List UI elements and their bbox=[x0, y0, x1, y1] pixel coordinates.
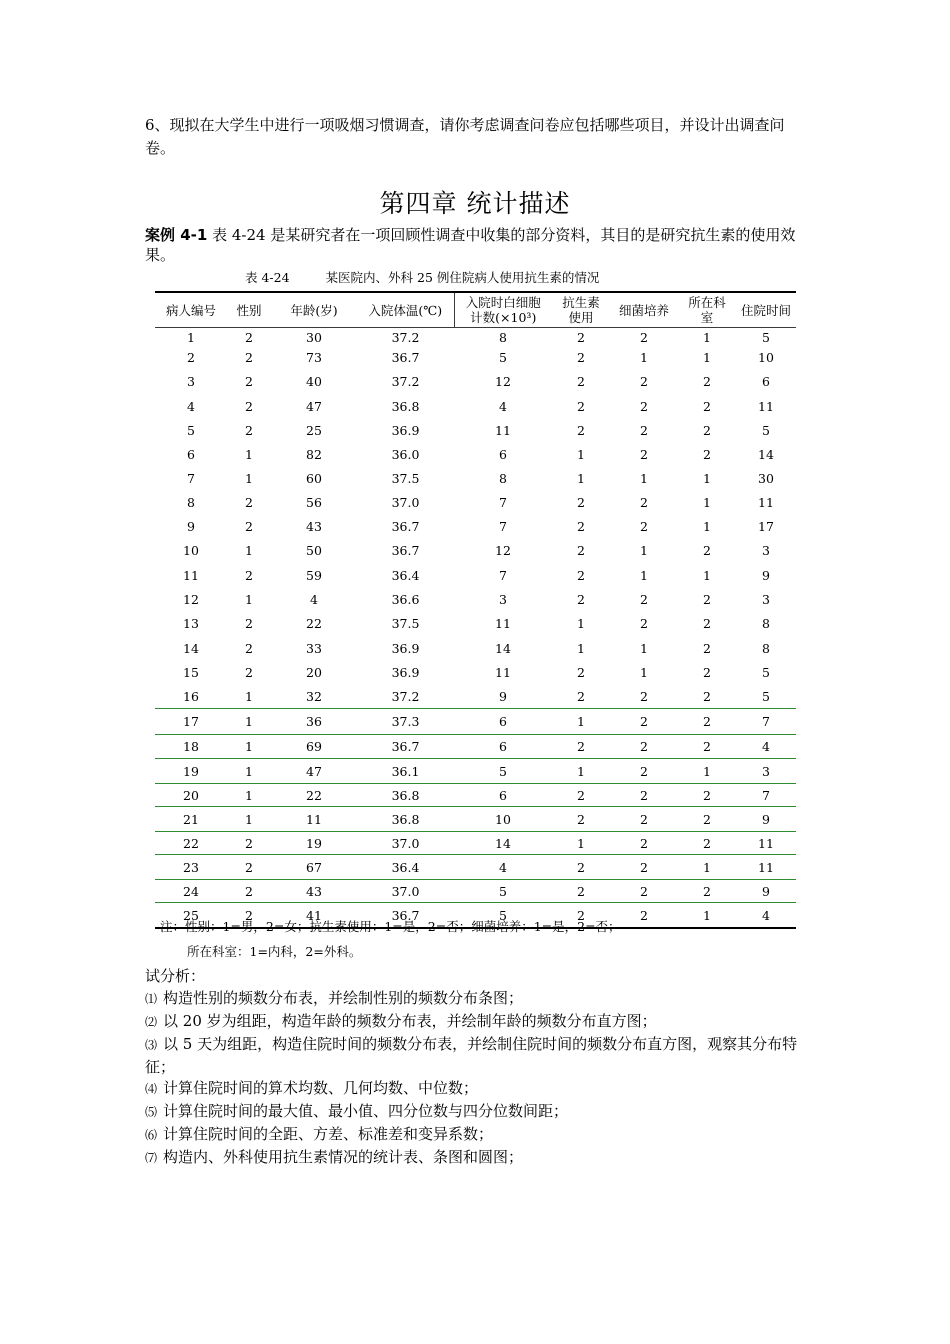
analysis-item bbox=[145, 1033, 810, 1078]
table-cell: 10 bbox=[454, 807, 552, 832]
table-cell: 56 bbox=[306, 494, 322, 510]
table-cell: 2 bbox=[703, 422, 711, 438]
table-cell: 2 bbox=[245, 373, 253, 389]
table-row bbox=[155, 832, 796, 855]
table-cell: 5 bbox=[762, 422, 770, 438]
table-cell: 2 bbox=[610, 735, 678, 759]
table-cell: 2 bbox=[640, 422, 648, 438]
table-cell: 2 bbox=[552, 735, 610, 759]
table-cell: 37.5 bbox=[391, 616, 420, 631]
table-cell: 20 bbox=[306, 664, 322, 680]
table-cell: 8 bbox=[499, 470, 507, 486]
table-cell: 1 bbox=[577, 446, 585, 462]
table-cell: 60 bbox=[306, 470, 322, 486]
analysis-item bbox=[145, 1010, 810, 1033]
table-row bbox=[155, 660, 796, 684]
table-cell: 2 bbox=[577, 398, 585, 414]
analysis-heading: 试分析： bbox=[145, 967, 206, 985]
table-cell: 5 bbox=[736, 328, 796, 347]
analysis-item-number: ⑹ bbox=[145, 1128, 158, 1142]
table-cell: 2 bbox=[227, 328, 271, 347]
table-cell: 43 bbox=[271, 880, 357, 903]
table-cell: 11 bbox=[495, 422, 511, 438]
table-cell: 1 bbox=[577, 470, 585, 486]
analysis-item-text: 以 5 天为组距，构造住院时间的频数分布表，并绘制住院时间的频数分布直方图，观察其分布特征； bbox=[145, 1035, 798, 1076]
analysis-item-text: 计算住院时间的全距、方差、标准差和变异系数； bbox=[163, 1125, 494, 1143]
table-cell: 1 bbox=[703, 494, 711, 510]
table-cell: 7 bbox=[499, 518, 507, 534]
table-cell: 11 bbox=[758, 398, 774, 414]
analysis-item-number: ⑶ bbox=[145, 1038, 158, 1052]
analysis-item-text: 构造内、外科使用抗生素情况的统计表、条图和圆图； bbox=[163, 1148, 524, 1166]
table-cell: 16 bbox=[183, 688, 199, 704]
table-cell: 1 bbox=[678, 855, 736, 880]
table-body bbox=[155, 328, 796, 929]
header-wbc-line1: 入院时白细胞 bbox=[465, 295, 541, 310]
table-cell: 4 bbox=[454, 855, 552, 880]
table-row bbox=[155, 636, 796, 660]
table-row bbox=[155, 684, 796, 709]
table-cell: 14 bbox=[758, 446, 774, 462]
table-cell: 5 bbox=[454, 880, 552, 903]
table-cell: 7 bbox=[187, 470, 195, 486]
table-cell: 9 bbox=[736, 807, 796, 832]
table-row bbox=[155, 538, 796, 563]
table-cell: 2 bbox=[610, 880, 678, 903]
header-antibiotic-line2: 使用 bbox=[568, 310, 594, 325]
table-cell: 5 bbox=[454, 903, 552, 929]
question-6: 6、现拟在大学生中进行一项吸烟习惯调查，请你考虑调查问卷应包括哪些项目，并设计出调查问卷。 bbox=[145, 116, 785, 157]
table-cell: 1 bbox=[155, 328, 227, 347]
table-cell: 1 bbox=[703, 470, 711, 486]
table-row bbox=[155, 807, 796, 832]
table-row bbox=[155, 587, 796, 611]
table-cell: 9 bbox=[736, 880, 796, 903]
table-cell: 21 bbox=[155, 807, 227, 832]
analysis-item-number: ⑺ bbox=[145, 1151, 158, 1165]
table-cell: 6 bbox=[187, 446, 195, 462]
table-cell: 2 bbox=[640, 688, 648, 704]
table-cell: 19 bbox=[271, 832, 357, 855]
table-row bbox=[155, 855, 796, 880]
table-cell: 9 bbox=[187, 518, 195, 534]
table-row bbox=[155, 418, 796, 442]
table-cell: 2 bbox=[640, 494, 648, 510]
table-cell: 2 bbox=[577, 664, 585, 680]
table-cell: 33 bbox=[306, 640, 322, 656]
table-cell: 14 bbox=[454, 832, 552, 855]
table-cell: 5 bbox=[762, 688, 770, 704]
table-cell: 12 bbox=[495, 373, 511, 389]
table-cell: 37.0 bbox=[357, 832, 454, 855]
table-cell: 11 bbox=[758, 494, 774, 510]
table-cell: 3 bbox=[762, 543, 770, 558]
table-cell: 2 bbox=[678, 880, 736, 903]
table-cell: 5 bbox=[762, 664, 770, 680]
table-cell: 47 bbox=[306, 398, 322, 414]
table-row bbox=[155, 880, 796, 903]
table-cell: 9 bbox=[499, 688, 507, 704]
table-cell: 2 bbox=[610, 903, 678, 929]
table-cell: 2 bbox=[227, 880, 271, 903]
table-row bbox=[155, 328, 796, 347]
table-cell: 2 bbox=[703, 446, 711, 462]
table-row bbox=[155, 611, 796, 636]
table-cell: 1 bbox=[577, 640, 585, 656]
table-cell: 2 bbox=[610, 709, 678, 735]
table-cell: 36.1 bbox=[357, 759, 454, 784]
table-cell: 1 bbox=[678, 759, 736, 784]
header-antibiotic-line1: 抗生素 bbox=[562, 295, 600, 310]
table-cell: 8 bbox=[454, 328, 552, 347]
chapter-title: 第四章 统计描述 bbox=[379, 189, 571, 218]
table-cell: 17 bbox=[155, 709, 227, 735]
table-cell: 2 bbox=[610, 759, 678, 784]
table-cell: 2 bbox=[703, 616, 711, 631]
table-cell: 14 bbox=[183, 640, 199, 656]
analysis-item-text: 构造性别的频数分布表，并绘制性别的频数分布条图； bbox=[163, 989, 524, 1007]
table-cell: 4 bbox=[187, 398, 195, 414]
table-cell: 3 bbox=[762, 591, 770, 607]
table-cell: 2 bbox=[678, 709, 736, 735]
table-cell: 7 bbox=[499, 494, 507, 510]
header-department-line1: 所在科 bbox=[688, 295, 726, 310]
table-cell: 12 bbox=[495, 543, 511, 558]
table-cell: 11 bbox=[495, 616, 511, 631]
table-cell: 82 bbox=[306, 446, 322, 462]
table-cell: 1 bbox=[703, 518, 711, 534]
table-row bbox=[155, 759, 796, 784]
table-cell: 11 bbox=[495, 664, 511, 680]
table-cell: 6 bbox=[454, 784, 552, 807]
table-note-2: 所在科室：1=内科，2=外科。 bbox=[187, 944, 362, 959]
table-cell: 36.7 bbox=[357, 735, 454, 759]
table-cell: 25 bbox=[306, 422, 322, 438]
table-cell: 32 bbox=[306, 688, 322, 704]
table-cell: 1 bbox=[245, 543, 253, 558]
table-cell: 6 bbox=[454, 709, 552, 735]
case-paragraph bbox=[145, 225, 810, 265]
table-cell: 2 bbox=[640, 446, 648, 462]
analysis-item-number: ⑷ bbox=[145, 1082, 158, 1096]
table-cell: 2 bbox=[577, 422, 585, 438]
table-cell: 2 bbox=[610, 328, 678, 347]
table-cell: 8 bbox=[762, 640, 770, 656]
table-cell: 1 bbox=[227, 807, 271, 832]
table-cell: 2 bbox=[577, 591, 585, 607]
table-cell: 2 bbox=[552, 784, 610, 807]
table-cell: 22 bbox=[155, 832, 227, 855]
table-cell: 37.2 bbox=[391, 688, 420, 704]
table-cell: 5 bbox=[187, 422, 195, 438]
table-cell: 23 bbox=[155, 855, 227, 880]
table-cell: 1 bbox=[640, 640, 648, 656]
table-cell: 36.7 bbox=[357, 903, 454, 929]
table-cell: 2 bbox=[245, 494, 253, 510]
table-cell: 2 bbox=[245, 422, 253, 438]
table-cell: 2 bbox=[552, 880, 610, 903]
table-cell: 1 bbox=[245, 470, 253, 486]
table-cell: 2 bbox=[577, 688, 585, 704]
header-culture: 细菌培养 bbox=[610, 292, 678, 328]
table-cell: 17 bbox=[758, 518, 774, 534]
table-cell: 2 bbox=[577, 373, 585, 389]
table-cell: 2 bbox=[245, 567, 253, 583]
table-cell: 1 bbox=[640, 470, 648, 486]
table-title: 某医院内、外科 25 例住院病人使用抗生素的情况 bbox=[325, 270, 600, 285]
table-cell: 11 bbox=[271, 807, 357, 832]
header-patient-id: 病人编号 bbox=[155, 292, 227, 328]
table-cell: 2 bbox=[227, 832, 271, 855]
analysis-item-text: 计算住院时间的算术均数、几何均数、中位数； bbox=[163, 1079, 479, 1097]
table-cell: 40 bbox=[306, 373, 322, 389]
table-cell: 1 bbox=[678, 328, 736, 347]
table-cell: 3 bbox=[499, 591, 507, 607]
analysis-item bbox=[145, 1146, 810, 1169]
analysis-item bbox=[145, 1077, 810, 1100]
table-cell: 2 bbox=[703, 398, 711, 414]
table-row bbox=[155, 514, 796, 538]
table-cell: 2 bbox=[227, 855, 271, 880]
table-row bbox=[155, 563, 796, 587]
table-cell: 5 bbox=[499, 349, 507, 365]
table-cell: 2 bbox=[552, 903, 610, 929]
table-cell: 19 bbox=[155, 759, 227, 784]
table-cell: 36.6 bbox=[391, 591, 420, 607]
table-cell: 2 bbox=[640, 518, 648, 534]
table-cell: 2 bbox=[678, 735, 736, 759]
table-cell: 2 bbox=[227, 903, 271, 929]
table-cell: 36.8 bbox=[357, 807, 454, 832]
table-cell: 2 bbox=[610, 855, 678, 880]
table-cell: 1 bbox=[640, 664, 648, 680]
table-cell: 7 bbox=[736, 709, 796, 735]
case-text: 表 4-24 是某研究者在一项回顾性调查中收集的部分资料，其目的是研究抗生素的使用效果。 bbox=[145, 226, 796, 264]
table-cell: 11 bbox=[736, 832, 796, 855]
table-cell: 10 bbox=[183, 543, 199, 558]
table-cell: 59 bbox=[306, 567, 322, 583]
table-cell: 2 bbox=[245, 616, 253, 631]
table-cell: 36.7 bbox=[391, 349, 420, 365]
table-cell: 2 bbox=[577, 349, 585, 365]
table-cell: 37.5 bbox=[391, 470, 420, 486]
table-cell: 8 bbox=[187, 494, 195, 510]
table-cell: 4 bbox=[310, 591, 318, 607]
table-row bbox=[155, 346, 796, 368]
table-cell: 1 bbox=[678, 903, 736, 929]
table-row bbox=[155, 466, 796, 490]
header-temperature: 入院体温(℃) bbox=[357, 292, 454, 328]
table-row bbox=[155, 368, 796, 394]
table-cell: 69 bbox=[271, 735, 357, 759]
header-antibiotic bbox=[552, 292, 610, 328]
table-cell: 1 bbox=[245, 591, 253, 607]
table-cell: 1 bbox=[703, 567, 711, 583]
table-cell: 2 bbox=[678, 784, 736, 807]
table-cell: 36.4 bbox=[357, 855, 454, 880]
table-cell: 1 bbox=[227, 759, 271, 784]
table-cell: 1 bbox=[552, 709, 610, 735]
table-cell: 6 bbox=[454, 735, 552, 759]
table-cell: 7 bbox=[736, 784, 796, 807]
table-cell: 14 bbox=[495, 640, 511, 656]
table-cell: 67 bbox=[271, 855, 357, 880]
table-cell: 1 bbox=[703, 349, 711, 365]
table-cell: 37.2 bbox=[391, 373, 420, 389]
table-cell: 36 bbox=[271, 709, 357, 735]
analysis-item-number: ⑵ bbox=[145, 1015, 158, 1029]
header-wbc bbox=[454, 292, 552, 328]
table-cell: 43 bbox=[306, 518, 322, 534]
table-cell: 4 bbox=[736, 903, 796, 929]
header-wbc-line2: 计数(×10³) bbox=[470, 310, 537, 325]
case-label: 案例 4-1 bbox=[145, 226, 208, 244]
table-cell: 41 bbox=[271, 903, 357, 929]
table-cell: 2 bbox=[187, 349, 195, 365]
table-cell: 1 bbox=[640, 349, 648, 365]
table-cell: 1 bbox=[552, 832, 610, 855]
table-cell: 37.2 bbox=[357, 328, 454, 347]
table-row bbox=[155, 709, 796, 735]
table-cell: 11 bbox=[183, 567, 199, 583]
table-cell: 2 bbox=[577, 494, 585, 510]
table-cell: 2 bbox=[610, 807, 678, 832]
table-cell: 13 bbox=[183, 616, 199, 631]
table-cell: 15 bbox=[183, 664, 199, 680]
analysis-item-number: ⑴ bbox=[145, 992, 158, 1006]
table-cell: 2 bbox=[610, 832, 678, 855]
header-department bbox=[678, 292, 736, 328]
table-cell: 2 bbox=[610, 784, 678, 807]
table-cell: 24 bbox=[155, 880, 227, 903]
table-cell: 47 bbox=[271, 759, 357, 784]
table-cell: 2 bbox=[552, 328, 610, 347]
analysis-item bbox=[145, 1100, 810, 1123]
analysis-item-text: 计算住院时间的最大值、最小值、四分位数与四分位数间距； bbox=[163, 1102, 569, 1120]
table-cell: 2 bbox=[703, 688, 711, 704]
header-age: 年龄(岁) bbox=[271, 292, 357, 328]
table-cell: 5 bbox=[454, 759, 552, 784]
table-cell: 2 bbox=[640, 591, 648, 607]
table-cell: 2 bbox=[245, 640, 253, 656]
table-cell: 1 bbox=[227, 735, 271, 759]
table-cell: 2 bbox=[577, 518, 585, 534]
table-cell: 36.9 bbox=[391, 640, 420, 656]
table-cell: 2 bbox=[703, 543, 711, 558]
analysis-item bbox=[145, 1123, 810, 1146]
table-cell: 22 bbox=[306, 616, 322, 631]
table-cell: 4 bbox=[499, 398, 507, 414]
table-cell: 22 bbox=[271, 784, 357, 807]
table-cell: 36.4 bbox=[391, 567, 420, 583]
table-row bbox=[155, 735, 796, 759]
table-header-row bbox=[155, 292, 796, 328]
table-cell: 2 bbox=[245, 664, 253, 680]
table-cell: 20 bbox=[155, 784, 227, 807]
table-row bbox=[155, 394, 796, 418]
table-cell: 1 bbox=[640, 543, 648, 558]
table-cell: 9 bbox=[762, 567, 770, 583]
analysis-item-number: ⑸ bbox=[145, 1105, 158, 1119]
table-cell: 8 bbox=[762, 616, 770, 631]
table-cell: 2 bbox=[552, 855, 610, 880]
table-cell: 1 bbox=[640, 567, 648, 583]
analysis-item-text: 以 20 岁为组距，构造年龄的频数分布表，并绘制年龄的频数分布直方图； bbox=[163, 1012, 657, 1030]
table-cell: 2 bbox=[577, 567, 585, 583]
table-row bbox=[155, 490, 796, 514]
header-department-line2: 室 bbox=[700, 310, 714, 325]
table-cell: 4 bbox=[736, 735, 796, 759]
table-cell: 73 bbox=[306, 349, 322, 365]
table-cell: 3 bbox=[187, 373, 195, 389]
table-cell: 2 bbox=[678, 832, 736, 855]
table-cell: 18 bbox=[155, 735, 227, 759]
header-stay: 住院时间 bbox=[736, 292, 796, 328]
table-cell: 36.7 bbox=[391, 543, 420, 558]
table-cell: 2 bbox=[552, 807, 610, 832]
table-cell: 36.7 bbox=[391, 518, 420, 534]
table-cell: 2 bbox=[245, 349, 253, 365]
table-cell: 1 bbox=[227, 709, 271, 735]
table-cell: 36.8 bbox=[357, 784, 454, 807]
table-cell: 30 bbox=[271, 328, 357, 347]
table-cell: 2 bbox=[640, 373, 648, 389]
table-cell: 2 bbox=[703, 664, 711, 680]
table-cell: 2 bbox=[703, 373, 711, 389]
table-cell: 2 bbox=[640, 398, 648, 414]
table-row bbox=[155, 442, 796, 466]
table-cell: 6 bbox=[762, 373, 770, 389]
table-cell: 37.0 bbox=[391, 494, 420, 510]
table-cell: 3 bbox=[736, 759, 796, 784]
table-cell: 50 bbox=[306, 543, 322, 558]
table-cell: 1 bbox=[245, 688, 253, 704]
table-number: 表 4-24 bbox=[245, 270, 290, 285]
header-sex: 性别 bbox=[227, 292, 271, 328]
table-cell: 36.8 bbox=[391, 398, 420, 414]
table-cell: 30 bbox=[758, 470, 774, 486]
table-note-1: 注：性别：1=男，2=女；抗生素使用：1=是，2=否；细菌培养：1=是，2=否； bbox=[160, 919, 621, 934]
antibiotic-table bbox=[155, 291, 796, 929]
table-cell: 2 bbox=[678, 807, 736, 832]
table-cell: 2 bbox=[245, 518, 253, 534]
table-cell: 12 bbox=[183, 591, 199, 607]
analysis-item bbox=[145, 987, 810, 1010]
table-cell: 2 bbox=[577, 543, 585, 558]
table-cell: 25 bbox=[155, 903, 227, 929]
table-cell: 10 bbox=[758, 349, 774, 365]
table-cell: 11 bbox=[736, 855, 796, 880]
table-cell: 2 bbox=[703, 591, 711, 607]
table-cell: 6 bbox=[499, 446, 507, 462]
table-cell: 36.9 bbox=[391, 664, 420, 680]
table-cell: 37.3 bbox=[357, 709, 454, 735]
table-cell: 2 bbox=[245, 398, 253, 414]
table-row bbox=[155, 784, 796, 807]
table-caption bbox=[245, 269, 599, 287]
table-cell: 36.0 bbox=[391, 446, 420, 462]
table-cell: 1 bbox=[245, 446, 253, 462]
table-cell: 1 bbox=[577, 616, 585, 631]
table-cell: 36.9 bbox=[391, 422, 420, 438]
table-cell: 2 bbox=[703, 640, 711, 656]
table-cell: 1 bbox=[227, 784, 271, 807]
table-cell: 1 bbox=[552, 759, 610, 784]
table-cell: 7 bbox=[499, 567, 507, 583]
table-cell: 37.0 bbox=[357, 880, 454, 903]
table-cell: 2 bbox=[640, 616, 648, 631]
